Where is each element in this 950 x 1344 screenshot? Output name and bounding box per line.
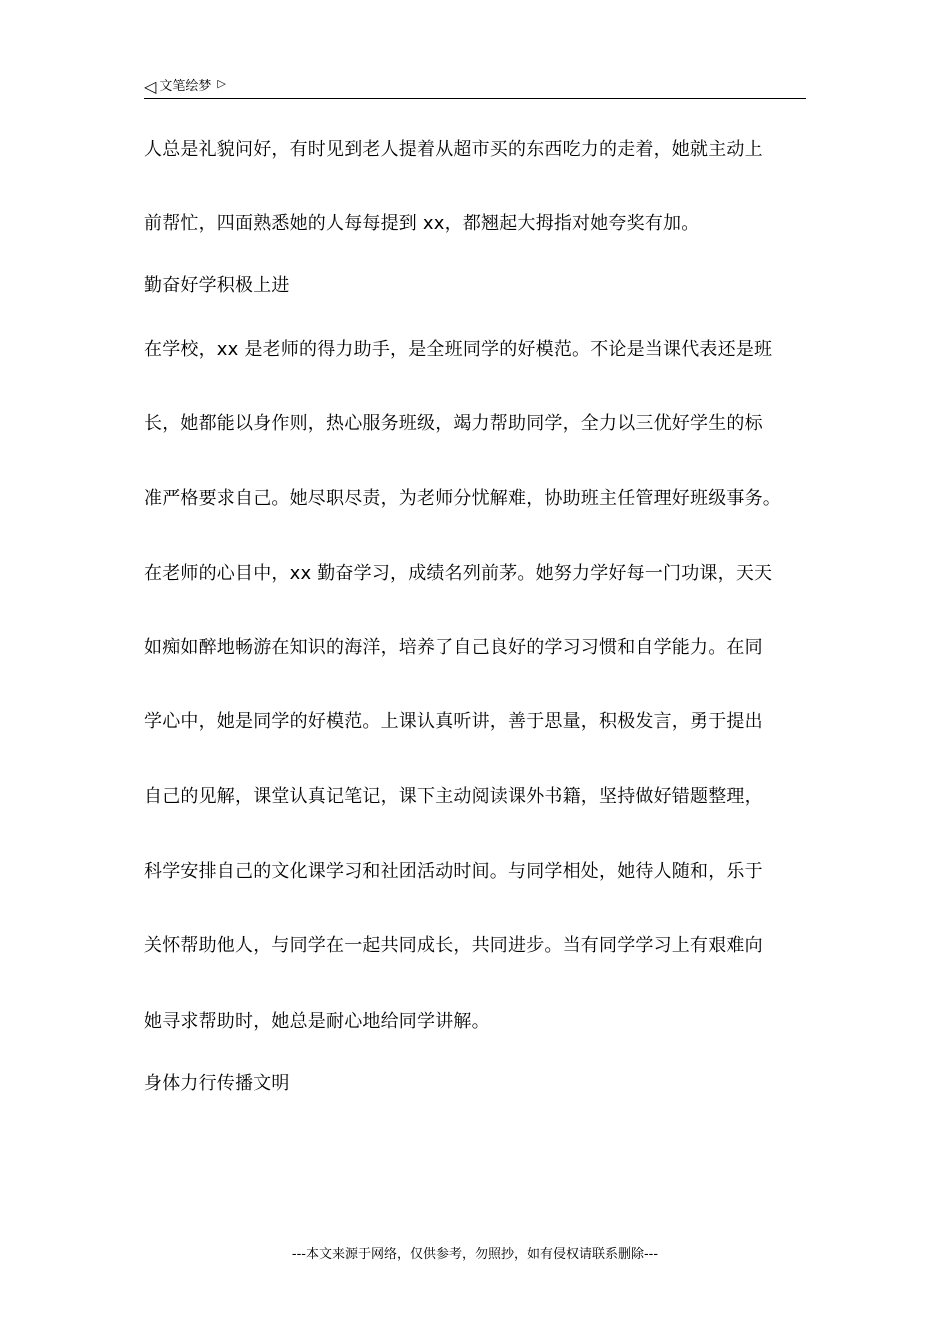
body-line-11: 关怀帮助他人，与同学在一起共同成长，共同进步。当有同学学习上有艰难向	[144, 935, 763, 956]
body-line-10: 科学安排自己的文化课学习和社团活动时间。与同学相处，她待人随和，乐于	[144, 861, 763, 882]
body-line-6: 在老师的心目中，xx 勤奋学习，成绩名列前茅。她努力学好每一门功课，天天	[144, 563, 773, 584]
page-header	[144, 74, 806, 99]
page-footer: ---本文来源于网络，仅供参考，勿照抄，如有侵权请联系删除---	[291, 1247, 659, 1262]
body-line-9: 自己的见解，课堂认真记笔记，课下主动阅读课外书籍，坚持做好错题整理，	[144, 786, 763, 807]
body-line-8: 学心中，她是同学的好模范。上课认真听讲，善于思量，积极发言，勇于提出	[144, 711, 763, 732]
header-brand: 文笔绘梦	[159, 78, 212, 94]
body-line-3: 在学校，xx 是老师的得力助手，是全班同学的好模范。不论是当课代表还是班	[144, 339, 773, 360]
section-heading-1: 勤奋好学积极上进	[144, 275, 290, 296]
triangle-left-icon: ◁	[144, 76, 157, 96]
triangle-right-icon: ▷	[217, 77, 226, 90]
section-heading-2: 身体力行传播文明	[144, 1073, 290, 1094]
body-line-12: 她寻求帮助时，她总是耐心地给同学讲解。	[144, 1011, 490, 1032]
body-line-1: 人总是礼貌问好，有时见到老人提着从超市买的东西吃力的走着，她就主动上	[144, 139, 763, 160]
body-line-4: 长，她都能以身作则，热心服务班级，竭力帮助同学，全力以三优好学生的标	[144, 413, 763, 434]
body-line-2: 前帮忙，四面熟悉她的人每每提到 xx，都翘起大拇指对她夸奖有加。	[144, 213, 700, 234]
body-line-5: 准严格要求自己。她尽职尽责，为老师分忧解难，协助班主任管理好班级事务。	[144, 488, 781, 509]
body-line-7: 如痴如醉地畅游在知识的海洋，培养了自己良好的学习习惯和自学能力。在同	[144, 637, 763, 658]
